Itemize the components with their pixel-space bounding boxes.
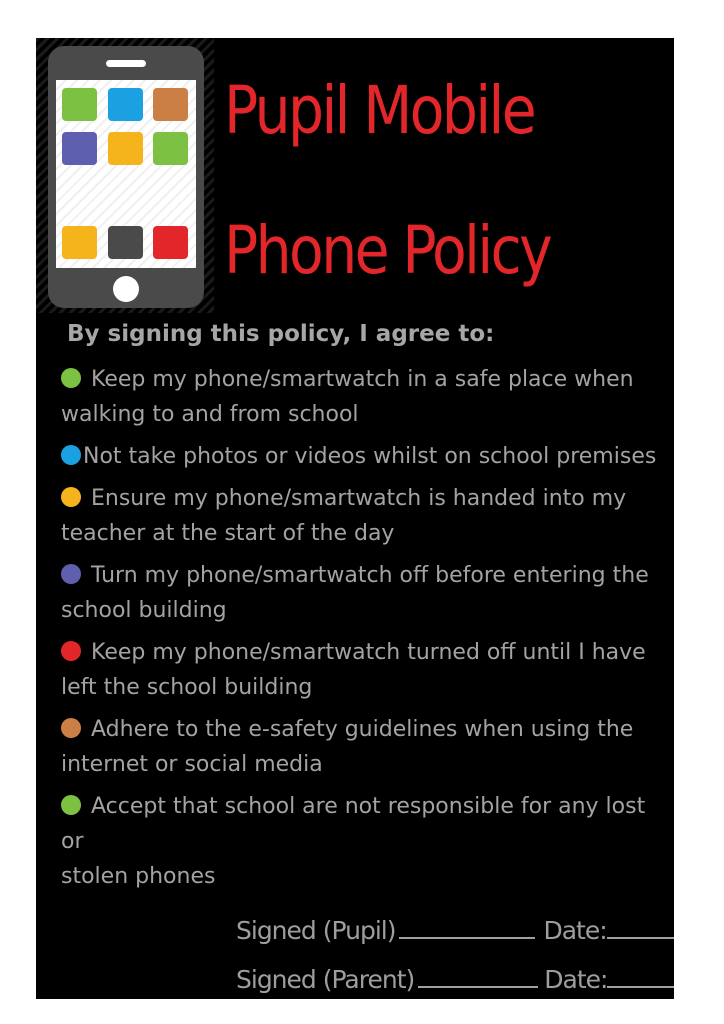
rule-text-line2: stolen phones	[61, 864, 216, 889]
parent-signature-line[interactable]	[418, 986, 538, 988]
pupil-date-line[interactable]	[607, 937, 674, 939]
title-line-1: Pupil Mobile	[224, 72, 535, 149]
rule-text-line1: Keep my phone/smartwatch in a safe place when	[91, 367, 634, 392]
rule-item	[61, 362, 671, 432]
app-icon	[108, 132, 143, 165]
rule-text-line1: Turn my phone/smartwatch off before entering the	[91, 563, 649, 588]
home-button-icon	[113, 276, 139, 302]
phone-screen	[56, 80, 196, 268]
phone-illustration	[36, 38, 214, 313]
date-label: Date:	[543, 916, 607, 945]
intro-heading: By signing this policy, I agree to:	[67, 321, 495, 347]
dock-app-icon	[62, 226, 97, 259]
parent-signature-label: Signed (Parent)	[236, 965, 415, 994]
rule-item	[61, 635, 671, 705]
rule-text-line1: Keep my phone/smartwatch turned off until I have	[91, 640, 646, 665]
app-icon	[62, 88, 97, 121]
rule-text-line2: internet or social media	[61, 752, 323, 777]
rule-text-line1: Ensure my phone/smartwatch is handed into my	[91, 486, 627, 511]
bullet-icon	[61, 564, 81, 584]
phone-speaker	[106, 60, 146, 67]
policy-poster	[36, 38, 674, 999]
pupil-signature-line[interactable]	[399, 937, 535, 939]
rule-item	[61, 481, 671, 551]
rule-text-line1: Not take photos or videos whilst on school premises	[83, 444, 657, 469]
rule-text-line2: teacher at the start of the day	[61, 521, 395, 546]
app-icon	[62, 132, 97, 165]
app-icon	[108, 88, 143, 121]
rule-item	[61, 558, 671, 628]
parent-signature-row	[236, 965, 674, 994]
smartphone-icon	[48, 46, 204, 308]
rule-text-line1: Accept that school are not responsible for any lost or	[61, 794, 646, 854]
bullet-icon	[61, 718, 81, 738]
pupil-signature-row	[236, 916, 674, 945]
bullet-icon	[61, 795, 81, 815]
parent-date-line[interactable]	[607, 986, 674, 988]
app-icon	[153, 88, 188, 121]
dock-app-icon	[153, 226, 188, 259]
app-icon	[153, 132, 188, 165]
dock-app-icon	[108, 226, 143, 259]
rule-item	[61, 712, 671, 782]
rule-item	[61, 439, 671, 474]
bullet-icon	[61, 445, 81, 465]
pupil-signature-label: Signed (Pupil)	[236, 916, 396, 945]
rule-text-line2: school building	[61, 598, 227, 623]
rule-text-line1: Adhere to the e-safety guidelines when using the	[91, 717, 634, 742]
bullet-icon	[61, 641, 81, 661]
bullet-icon	[61, 487, 81, 507]
date-label: Date:	[544, 965, 608, 994]
rule-item	[61, 789, 671, 894]
rule-text-line2: left the school building	[61, 675, 313, 700]
bullet-icon	[61, 368, 81, 388]
title-line-2: Phone Policy	[224, 212, 551, 289]
rule-text-line2: walking to and from school	[61, 402, 359, 427]
